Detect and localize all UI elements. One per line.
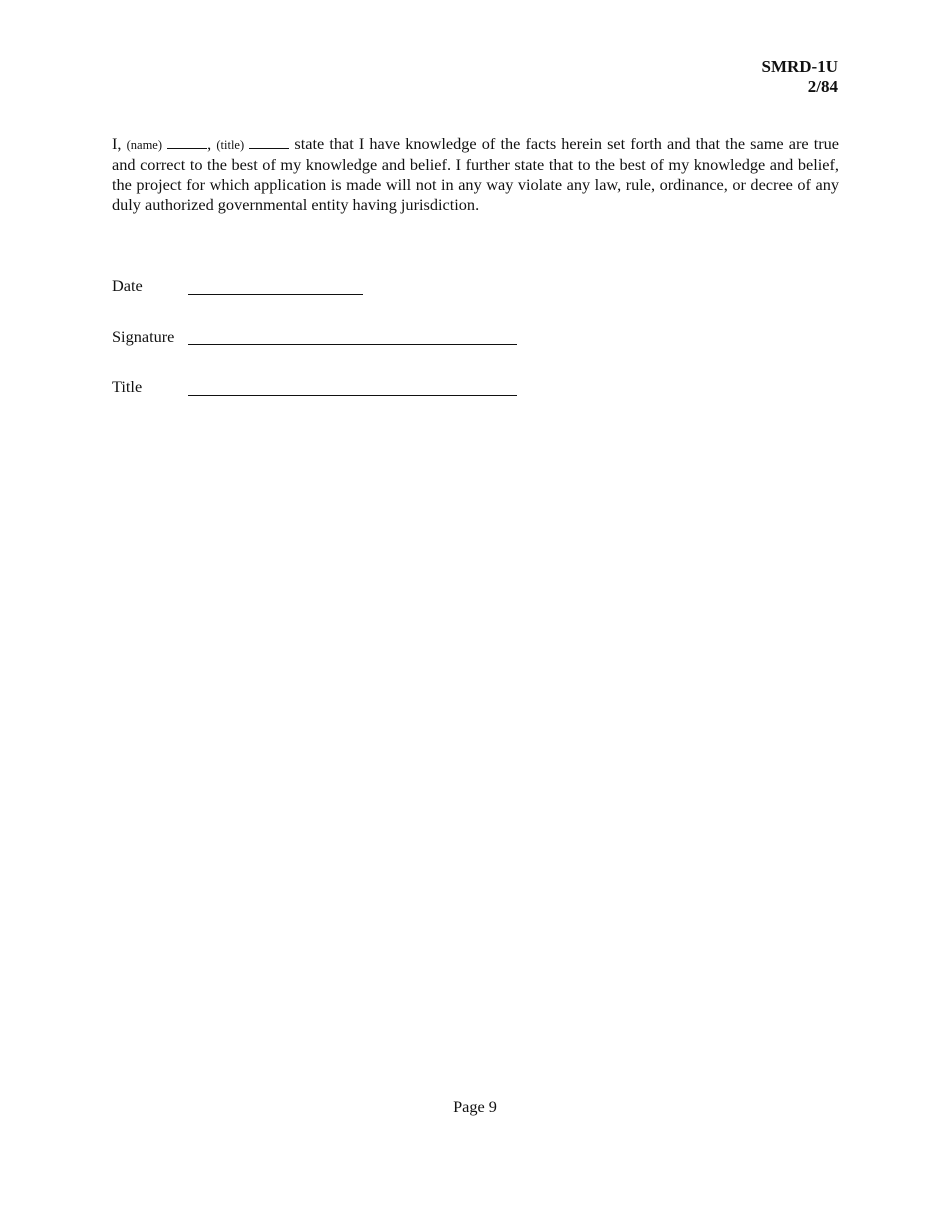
- title-line[interactable]: [188, 395, 517, 396]
- form-header: [762, 57, 839, 97]
- signature-label: Signature: [112, 327, 175, 346]
- title-hint: (title): [216, 138, 245, 152]
- attestation-statement: [112, 134, 839, 215]
- statement-body: state that I have knowledge of the facts herein set forth and that the same are true and correct to the best of my knowledge and belief. I further state that to the best of my knowledge and belief, the project for which application is made will not in any way violate any law, rule, ordinance, or decree of any duly authorized governmental entity having jurisdiction.: [112, 134, 840, 214]
- title-label: Title: [112, 377, 143, 396]
- name-hint: (name): [126, 138, 163, 152]
- date-line[interactable]: [188, 294, 363, 295]
- date-label: Date: [112, 276, 143, 295]
- statement-comma: ,: [207, 134, 212, 153]
- signature-line[interactable]: [188, 344, 517, 345]
- form-revision: 2/84: [807, 77, 838, 96]
- statement-prefix: I,: [112, 134, 122, 153]
- page-number: Page 9: [453, 1097, 497, 1116]
- name-blank[interactable]: [167, 135, 207, 149]
- title-blank[interactable]: [249, 135, 289, 149]
- form-code: SMRD-1U: [761, 57, 838, 76]
